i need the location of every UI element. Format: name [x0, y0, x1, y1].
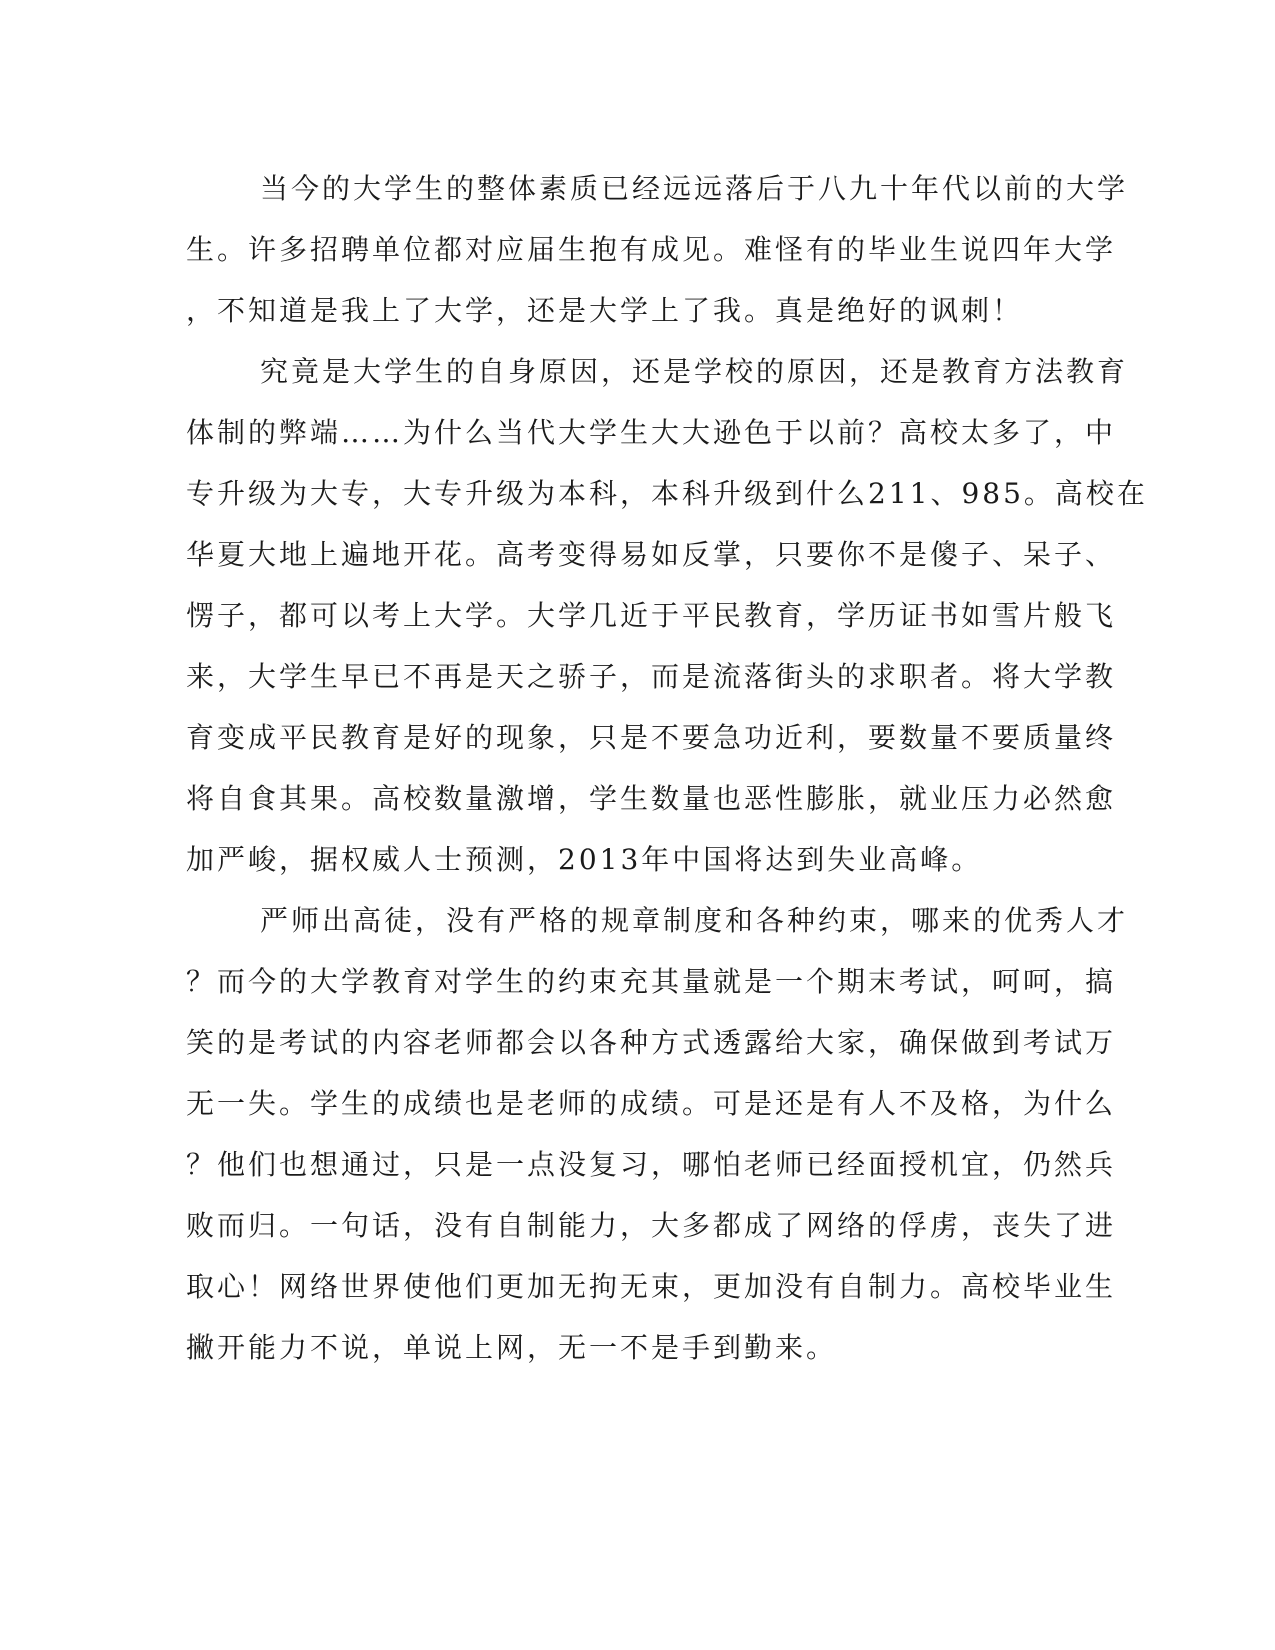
document-body	[186, 158, 1148, 1378]
paragraph-3	[186, 890, 1129, 1378]
text-line: 当今的大学生的整体素质已经远远落后于八九十年代以前的大学	[260, 172, 1129, 205]
text-line: 笑的是考试的内容老师都会以各种方式透露给大家，确保做到考试万	[186, 1026, 1117, 1059]
text-line: 败而归。一句话，没有自制能力，大多都成了网络的俘虏，丧失了进	[186, 1209, 1117, 1242]
text-line: 严师出高徒，没有严格的规章制度和各种约束，哪来的优秀人才	[260, 904, 1129, 937]
text-line: ，不知道是我上了大学，还是大学上了我。真是绝好的讽刺！	[186, 294, 1024, 327]
text-line: 来，大学生早已不再是天之骄子，而是流落街头的求职者。将大学教	[186, 660, 1117, 693]
paragraph-1	[186, 158, 1129, 341]
text-line: 育变成平民教育是好的现象，只是不要急功近利，要数量不要质量终	[186, 721, 1117, 754]
text-line: 将自食其果。高校数量激增，学生数量也恶性膨胀，就业压力必然愈	[186, 782, 1117, 815]
text-line: 无一失。学生的成绩也是老师的成绩。可是还是有人不及格，为什么	[186, 1087, 1117, 1120]
text-line: ？他们也想通过，只是一点没复习，哪怕老师已经面授机宜，仍然兵	[186, 1148, 1117, 1181]
text-line: 加严峻，据权威人士预测，2013年中国将达到失业高峰。	[186, 843, 983, 876]
text-line: 究竟是大学生的自身原因，还是学校的原因，还是教育方法教育	[260, 355, 1129, 388]
text-line: ？而今的大学教育对学生的约束充其量就是一个期末考试，呵呵，搞	[186, 965, 1117, 998]
text-line: 体制的弊端……为什么当代大学生大大逊色于以前？高校太多了，中	[186, 416, 1117, 449]
text-line: 生。许多招聘单位都对应届生抱有成见。难怪有的毕业生说四年大学	[186, 233, 1117, 266]
text-line: 撇开能力不说，单说上网，无一不是手到勤来。	[186, 1331, 838, 1364]
text-line: 专升级为大专，大专升级为本科，本科升级到什么211、985。高校在	[186, 477, 1148, 510]
text-line: 愣子，都可以考上大学。大学几近于平民教育，学历证书如雪片般飞	[186, 599, 1117, 632]
text-line: 取心！网络世界使他们更加无拘无束，更加没有自制力。高校毕业生	[186, 1270, 1117, 1303]
text-line: 华夏大地上遍地开花。高考变得易如反掌，只要你不是傻子、呆子、	[186, 538, 1117, 571]
paragraph-2	[186, 341, 1148, 890]
